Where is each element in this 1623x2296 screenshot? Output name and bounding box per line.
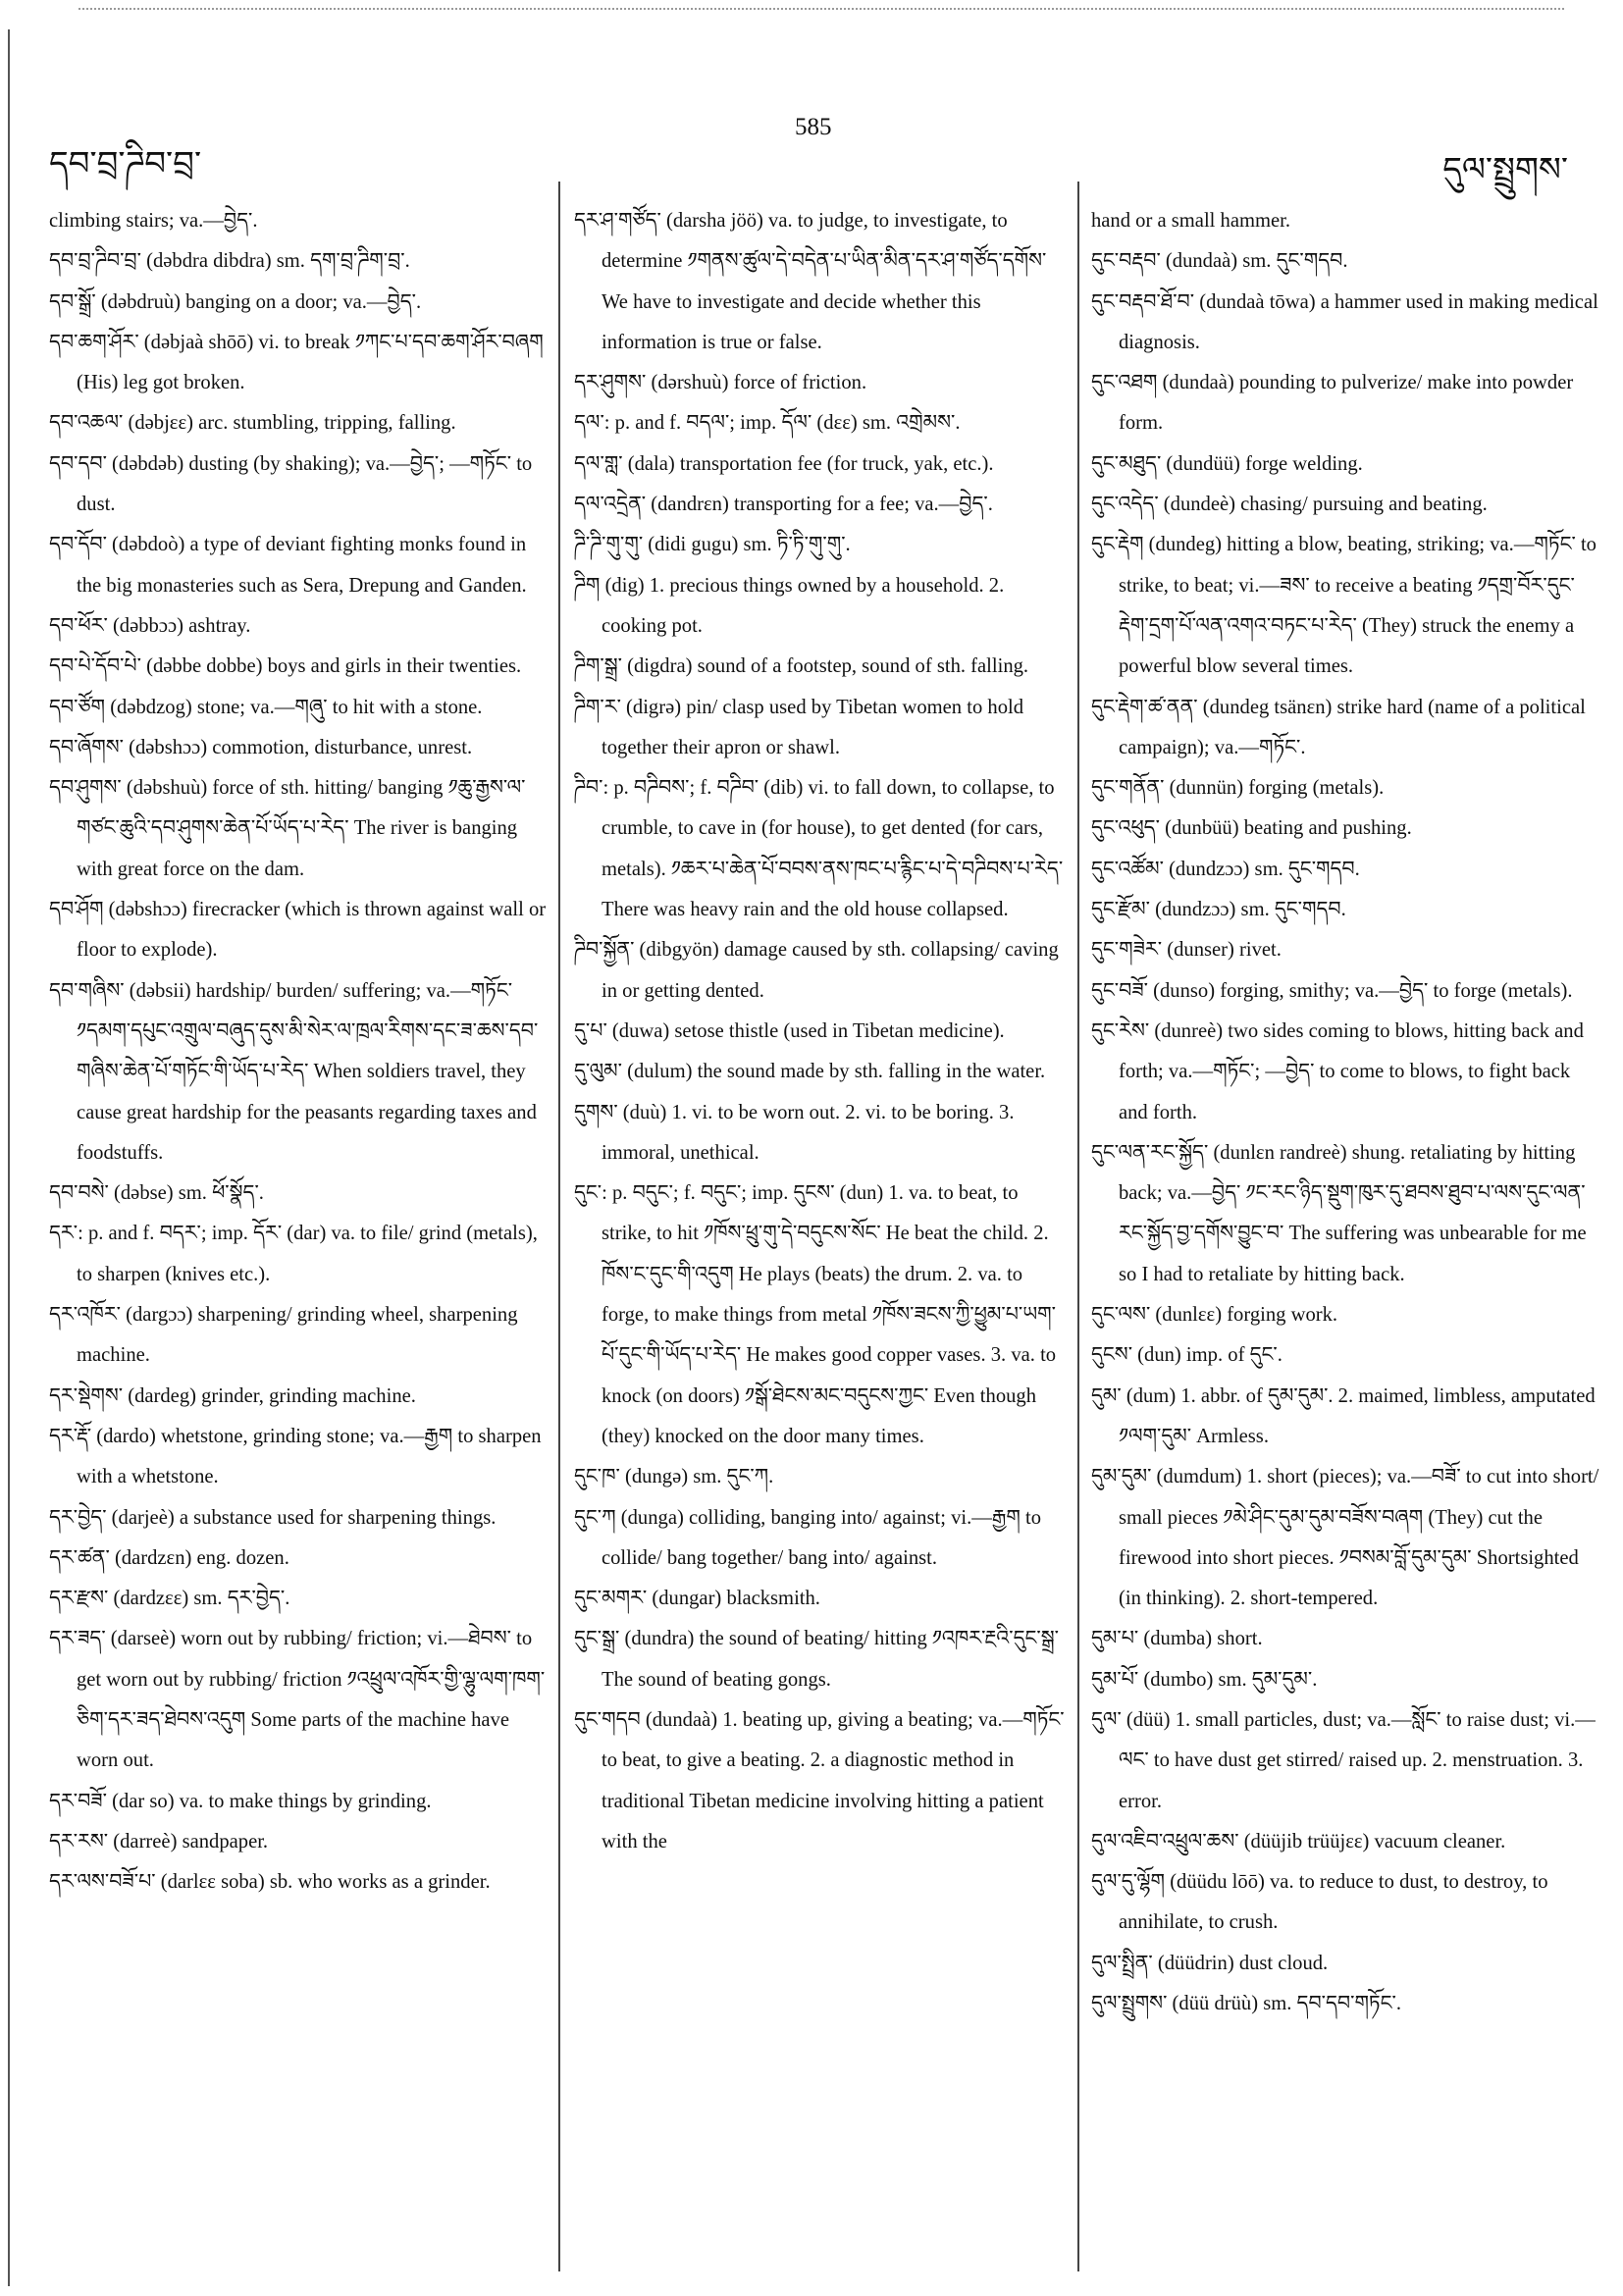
- dictionary-entry: དུང་བརྡབ་ (dundaà) sm. དུང་གདབ.: [1091, 250, 1348, 273]
- dictionary-entry: དབ་བསེ་ (dəbse) sm. ཕོ་སྣོད་.: [49, 1182, 264, 1205]
- dictionary-entry: དུང་རྡེག་ཚ་ནན་ (dundeg tsänεn) strike hard (name of a political campaign); va.—གཏོང་.: [1091, 696, 1586, 758]
- dictionary-entry: དར་རས་ (darreè) sandpaper.: [49, 1830, 269, 1852]
- dictionary-entry: དབ་དབ་ (dəbdəb) dusting (by shaking); va.—བྱེད་; —གཏོང་ to dust.: [49, 452, 533, 516]
- dictionary-entry: དུང་གཟེར་ (dunser) rivet.: [1091, 939, 1282, 962]
- dictionary-entry: དུང་རྫོམ་ (dundzɔɔ) sm. དུང་གདབ.: [1091, 899, 1346, 921]
- dictionary-entry: དུང་ཁ་ (dungə) sm. དུང་ཀ.: [574, 1466, 774, 1488]
- dictionary-entry: དར་ཤུགས་ (dərshuù) force of friction.: [574, 372, 867, 394]
- dictionary-entry: དུང་ལས་ (dunlεε) forging work.: [1091, 1304, 1338, 1327]
- left-guide-word: དབ་བྲ་ཌིབ་བྲ་: [49, 144, 202, 183]
- dictionary-entry: དུམ་དུམ་ (dumdum) 1. short (pieces); va.—བཟོ་ to cut into short/ small pieces ༡མེ་ཤིང་དུམ་དུམ་བཟོས་བཞག (They) cut the firewood into short pieces. ༡བསམ་བློ་དུམ་དུམ་ Shortsighted (in thinking). 2. short-tempered.: [1091, 1466, 1599, 1610]
- right-guide-word: དུལ་སྤྲུགས་: [1442, 150, 1568, 189]
- dictionary-entry: དུང་སྒྲ་ (dundra) the sound of beating/ hitting ༡འཁར་རྔའི་དུང་སྒྲ་ The sound of beating gongs.: [574, 1628, 1059, 1691]
- dictionary-entry: དུང་མགར་ (dungar) blacksmith.: [574, 1588, 820, 1610]
- dictionary-entry: དར་རྫས་ (dardzεε) sm. དར་བྱེད་.: [49, 1588, 290, 1610]
- dictionary-entry: དུང་བརྡབ་ཐོ་བ་ (dundaà tōwa) a hammer used in making medical diagnosis.: [1091, 290, 1598, 353]
- dictionary-entry: དུང་འཚོམ་ (dundzɔɔ) sm. དུང་གདབ.: [1091, 858, 1360, 880]
- dictionary-entry: དར་ཤ་གཙོད་ (darsha jöö) va. to judge, to investigate, to determine ༡གནས་ཚུལ་དེ་བདེན་པ་ཡིན་མིན་དར་ཤ་གཙོད་དགོས་ We have to investigate and decide whether this information is true or false.: [574, 210, 1047, 353]
- dictionary-entry: དབ་བྲ་ཌིབ་བྲ་ (dəbdra dibdra) sm. དག་བྲ་ཌིག་བྲ་.: [49, 250, 410, 273]
- column-3: [1091, 201, 1601, 2286]
- dictionary-entry: དུང་མཐུད་ (dundüü) forge welding.: [1091, 452, 1363, 475]
- dictionary-entry: དབ་པེ་དོབ་པེ་ (dəbbe dobbe) boys and girls in their twenties.: [49, 655, 522, 678]
- top-border: [79, 8, 1564, 10]
- column-divider: [1077, 182, 1079, 2271]
- dictionary-entry: དབ་འཆལ་ (dəbjεε) arc. stumbling, tripping, falling.: [49, 412, 456, 435]
- dictionary-entry: དུང་གནོན་ (dunnün) forging (metals).: [1091, 777, 1385, 800]
- dictionary-entry: ཌིབ་: p. བཌིབས་; f. བཌིབ་ (dib) vi. to fall down, to collapse, to crumble, to cave in (for house), to get dented (for cars, metals). ༡ཆར་པ་ཆེན་པོ་བབས་ནས་ཁང་པ་རྙིང་པ་དེ་བཌིབས་པ་རེད་ There was heavy rain and the old house collapsed.: [574, 777, 1064, 921]
- dictionary-entry: དུང་ཀ (dunga) colliding, banging into/ against; vi.—རྒྱག to collide/ bang together/ bang into/ against.: [574, 1506, 1042, 1569]
- dictionary-entry: དུང་འཕུད་ (dunbüü) beating and pushing.: [1091, 817, 1412, 840]
- dictionary-entry: དུལ་དུ་ལྷོག (düüdu lōō) va. to reduce to dust, to destroy, to annihilate, to crush.: [1091, 1871, 1548, 1934]
- dictionary-entry: དར་ཚན་ (dardzεn) eng. dozen.: [49, 1546, 289, 1569]
- column-divider: [558, 182, 560, 2271]
- dictionary-entry: དབ་ཤོག (dəbshɔɔ) firecracker (which is thrown against wall or floor to explode).: [49, 899, 547, 962]
- page-header: [0, 106, 1623, 189]
- column-2: [574, 201, 1070, 2286]
- dictionary-entry: དབ་ཞོགས་ (dəbshɔɔ) commotion, disturbance, unrest.: [49, 736, 473, 758]
- dictionary-entry: དབ་དོབ་ (dəbdoò) a type of deviant fighting monks found in the big monasteries such as Sera, Drepung and Ganden.: [49, 534, 527, 597]
- dictionary-entry: hand or a small hammer.: [1091, 210, 1291, 232]
- dictionary-entry: ཌིག་སྒྲ་ (digdra) sound of a footstep, sound of sth. falling.: [574, 655, 1029, 678]
- dictionary-entry: དུ་པ་ (duwa) setose thistle (used in Tibetan medicine).: [574, 1019, 1005, 1042]
- dictionary-entry: དལ་: p. and f. བདལ་; imp. དོལ་ (dεε) sm. འགྲེམས་.: [574, 412, 961, 435]
- dictionary-entry: དུལ་ (düü) 1. small particles, dust; va.—སློང་ to raise dust; vi.—ལང་ to have dust get stirred/ raised up. 2. menstruation. 3. error.: [1091, 1708, 1596, 1812]
- dictionary-entry: དར་བཟོ་ (dar so) va. to make things by grinding.: [49, 1790, 432, 1812]
- dictionary-entry: དབ་ཤུགས་ (dəbshuù) force of sth. hitting/ banging ༡ཆུ་རྒྱས་ལ་གཙང་ཆུའི་དབ་ཤུགས་ཆེན་པོ་ཡོད་པ་རེད་ The river is banging with great force on the dam.: [49, 777, 526, 880]
- dictionary-entry: དལ་གླ་ (dala) transportation fee (for truck, yak, etc.).: [574, 452, 994, 475]
- dictionary-entry: དབ་ཆག་ཤོར་ (dəbjaà shōō) vi. to break ༡ཀང་པ་དབ་ཆག་ཤོར་བཞག (His) leg got broken.: [49, 331, 544, 394]
- dictionary-entry: དུགས་ (duù) 1. vi. to be worn out. 2. vi. to be boring. 3. immoral, unethical.: [574, 1101, 1015, 1164]
- dictionary-entry: དུལ་སྤྲུགས་ (düü drüù) sm. དབ་དབ་གཏོང་.: [1091, 1993, 1401, 2015]
- dictionary-entry: དབ་སྒྲོ་ (dəbdruù) banging on a door; va.—བྱེད་.: [49, 290, 422, 313]
- dictionary-entry: དུང་བཟོ་ (dunso) forging, smithy; va.—བྱེད་ to forge (metals).: [1091, 979, 1573, 1002]
- dictionary-entry: climbing stairs; va.—བྱེད་.: [49, 210, 258, 232]
- dictionary-entry: དུལ་འཇིབ་འཕྲུལ་ཆས་ (düüjib trüüjεε) vacuum cleaner.: [1091, 1830, 1506, 1852]
- dictionary-entry: དུང་: p. བདུང་; f. བདུང་; imp. དུངས་ (dun) 1. va. to beat, to strike, to hit ༡ཁོས་ཕྲུ་གུ་དེ་བདུངས་སོང་ He beat the child. 2. ཁོས་ང་དུང་གི་འདུག He plays (beats) the drum. 2. va. to forge, to make things from metal ༡ཁོས་ཟངས་ཀྱི་ཕྱུམ་པ་ཡག་པོ་དུང་གི་ཡོད་པ་རེད་ He makes good copper vases. 3. va. to knock (on doors) ༡སྒོ་ཐེངས་མང་བདུངས་ཀྱང་ Even though (they) knocked on the door many times.: [574, 1182, 1057, 1447]
- dictionary-entry: དུང་རེས་ (dunreè) two sides coming to blows, hitting back and forth; va.—གཏོང་; —བྱེད་ to come to blows, to fight back and forth.: [1091, 1019, 1584, 1123]
- dictionary-entry: དར་རྡོ་ (dardo) whetstone, grinding stone; va.—རྒྱག to sharpen with a whetstone.: [49, 1425, 542, 1488]
- dictionary-entry: དུམ་པོ་ (dumbo) sm. དུམ་དུམ་.: [1091, 1668, 1318, 1691]
- dictionary-entry: དུམ་ (dum) 1. abbr. of དུམ་དུམ་. 2. maimed, limbless, amputated ༡ལག་དུམ་ Armless.: [1091, 1384, 1596, 1447]
- dictionary-entry: དབ་ཙོག (dəbdzog) stone; va.—གཞུ་ to hit with a stone.: [49, 696, 483, 718]
- dictionary-entry: དུལ་སྤྲིན་ (düüdrin) dust cloud.: [1091, 1952, 1329, 1974]
- dictionary-entry: དུང་འདེད་ (dundeè) chasing/ pursuing and beating.: [1091, 494, 1488, 516]
- dictionary-entry: དུ་ལུམ་ (dulum) the sound made by sth. falling in the water.: [574, 1061, 1046, 1083]
- dictionary-entry: དུང་གདབ (dundaà) 1. beating up, giving a beating; va.—གཏོང་ to beat, to give a beating. 2. a diagnostic method in traditional Tibetan medicine involving hitting a patient with the: [574, 1708, 1065, 1852]
- dictionary-entry: དལ་འདྲེན་ (dandrεn) transporting for a fee; va.—བྱེད་.: [574, 494, 993, 516]
- dictionary-entry: ཌིག་ར་ (digrə) pin/ clasp used by Tibetan women to hold together their apron or shawl.: [574, 696, 1024, 758]
- dictionary-entry: དར་སྡེགས་ (dardeg) grinder, grinding machine.: [49, 1384, 416, 1407]
- dictionary-entry: ཌི་ཌི་གུ་གུ་ (didi gugu) sm. ཏི་ཏི་གུ་གུ་.: [574, 534, 851, 556]
- dictionary-entry: དུང་འཐག (dundaà) pounding to pulverize/ make into powder form.: [1091, 372, 1574, 435]
- dictionary-entry: དུམ་པ་ (dumba) short.: [1091, 1628, 1263, 1650]
- dictionary-entry: དབ་གཞིས་ (dəbsii) hardship/ burden/ suffering; va.—གཏོང་ ༡དམག་དཔུང་འགྲུལ་བཞུད་དུས་མི་སེར་ལ་ཁྲལ་རིགས་དང་ཟ་ཆས་དབ་གཞིས་ཆེན་པོ་གཏོང་གི་ཡོད་པ་རེད་ When soldiers travel, they cause great hardship for the peasants regarding taxes and foodstuffs.: [49, 979, 539, 1164]
- dictionary-entry: དར་འཁོར་ (dargɔɔ) sharpening/ grinding wheel, sharpening machine.: [49, 1304, 518, 1367]
- dictionary-entry: དུངས་ (dun) imp. of དུང་.: [1091, 1344, 1283, 1367]
- dictionary-entry: དར་: p. and f. བདར་; imp. དོར་ (dar) va. to file/ grind (metals), to sharpen (knives etc.).: [49, 1223, 538, 1285]
- dictionary-entry: དབ་ཕོར་ (dəbbɔɔ) ashtray.: [49, 614, 251, 637]
- dictionary-entry: དུང་རྡེག (dundeg) hitting a blow, beating, striking; va.—གཏོང་ to strike, to beat; vi.—ཟས་ to receive a beating ༡དགྲ་བོར་དུང་རྡེག་དྲག་པོ་ལན་འགའ་བཏང་པ་རེད་ (They) struck the enemy a powerful blow several times.: [1091, 534, 1597, 678]
- dictionary-entry: ཌིབ་སྐྱོན་ (dibgyön) damage caused by sth. collapsing/ caving in or getting dented.: [574, 939, 1059, 1002]
- dictionary-entry: དར་ཟད་ (darseè) worn out by rubbing/ friction; vi.—ཐེབས་ to get worn out by rubbing/ friction ༡འཕྲུལ་འཁོར་གྱི་ལྷུ་ལག་ཁག་ཅིག་དར་ཟད་ཐེབས་འདུག Some parts of the machine have worn out.: [49, 1628, 546, 1772]
- dictionary-entry: དུང་ལན་རང་སྐྱོད་ (dunlεn randreè) shung. retaliating by hitting back; va.—བྱེད་ ༡ང་རང་ཉིད་སྡུག་ཁུར་དུ་ཐབས་ཐུབ་པ་ལས་དུང་ལན་རང་སྐྱོད་བྱ་དགོས་བྱུང་བ་ The suffering was unbearable for me so I had to retaliate by hitting back.: [1091, 1141, 1587, 1285]
- dictionary-entry: དར་ལས་བཟོ་པ་ (darlεε soba) sb. who works as a grinder.: [49, 1871, 491, 1894]
- column-1: [49, 201, 550, 2286]
- left-margin-rule: [8, 29, 10, 2286]
- page-number: 585: [795, 114, 832, 140]
- dictionary-entry: དར་བྱེད་ (darjeè) a substance used for sharpening things.: [49, 1506, 497, 1529]
- dictionary-entry: ཌིག (dig) 1. precious things owned by a household. 2. cooking pot.: [574, 574, 1005, 637]
